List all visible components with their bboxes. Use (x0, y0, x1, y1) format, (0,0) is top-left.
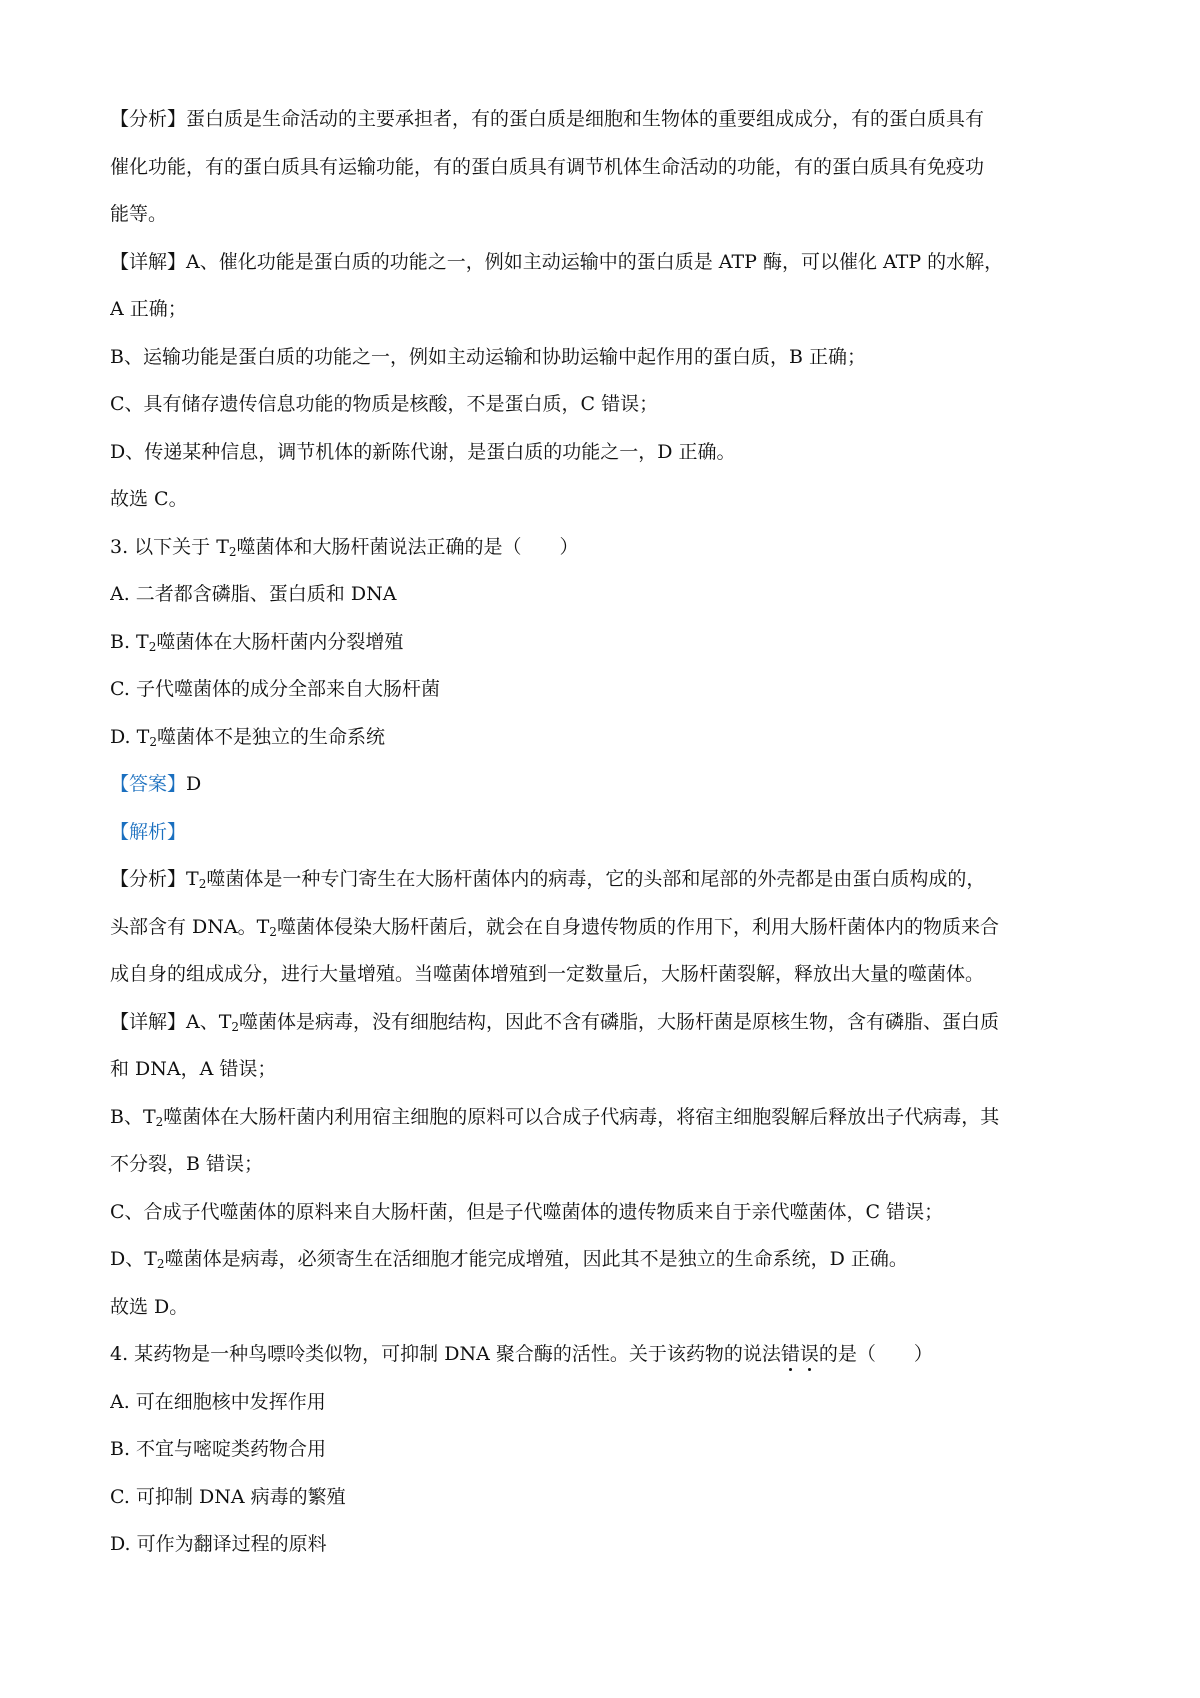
q4-stem-prefix: 4. 某药物是一种鸟嘌呤类似物，可抑制 DNA 聚合酶的活性。关于该药物的说法 (110, 1343, 781, 1365)
q3-detail-b-suffix: 噬菌体在大肠杆菌内利用宿主细胞的原料可以合成子代病毒，将宿主细胞裂解后释放出子代病毒，其 (163, 1105, 1000, 1128)
q3-option-b-subscript: 2 (148, 639, 157, 654)
q3-option-b (110, 619, 1110, 667)
q3-answer (110, 761, 1110, 809)
q3-answer-value: D (186, 773, 202, 795)
q3-detail-l1-suffix: 噬菌体是病毒，没有细胞结构，因此不含有磷脂，大肠杆菌是原核生物，含有磷脂、蛋白质 (239, 1010, 1000, 1033)
q3-option-a: A. 二者都含磷脂、蛋白质和 DNA (110, 583, 397, 605)
q4-option-a: A. 可在细胞核中发挥作用 (110, 1390, 326, 1413)
q3-stem-suffix: 噬菌体和大肠杆菌说法正确的是（ ） (236, 535, 579, 558)
q3-detail-b-subscript: 2 (155, 1114, 164, 1129)
q3-analysis-l2-suffix: 噬菌体侵染大肠杆菌后，就会在自身遗传物质的作用下，利用大肠杆菌体内的物质来合 (276, 915, 999, 938)
q3-option-d (110, 714, 1110, 762)
emphasis-dot-icon (789, 1368, 792, 1371)
q3-conclusion: 故选 D。 (110, 1295, 189, 1318)
document-page (110, 96, 1110, 1569)
q3-answer-tag: 【答案】 (110, 773, 187, 795)
q4-option-d: D. 可作为翻译过程的原料 (110, 1533, 327, 1555)
q3-detail-b-line-2: 不分裂，B 错误； (110, 1153, 264, 1175)
q4-option-c: C. 可抑制 DNA 病毒的繁殖 (110, 1485, 346, 1508)
q4-emphasis-char-2-text: 误 (799, 1343, 819, 1365)
q3-option-b-prefix: B. T (110, 630, 149, 653)
q3-detail-d-suffix: 噬菌体是病毒，必须寄生在活细胞才能完成增殖，因此其不是独立的生命系统，D 正确。 (164, 1248, 908, 1270)
q2-analysis-line-2: 催化功能，有的蛋白质具有运输功能，有的蛋白质具有调节机体生命活动的功能，有的蛋白质具有免疫功 (110, 155, 985, 178)
q3-option-d-prefix: D. T (110, 725, 150, 748)
q3-detail-b-line-1 (110, 1094, 1110, 1142)
q3-detail-line-2: 和 DNA，A 错误； (110, 1058, 277, 1080)
q3-explanation-tag: 【解析】 (110, 820, 187, 843)
q3-option-c: C. 子代噬菌体的成分全部来自大肠杆菌 (110, 678, 440, 700)
q2-analysis-line-1: 【分析】蛋白质是生命活动的主要承担者，有的蛋白质是细胞和生物体的重要组成成分，有的蛋白质具有 (110, 108, 985, 130)
q3-analysis-l1-subscript: 2 (198, 877, 207, 891)
q4-option-b: B. 不宜与嘧啶类药物合用 (110, 1438, 327, 1460)
q2-detail-line-1: 【详解】A、催化功能是蛋白质的功能之一，例如主动运输中的蛋白质是 ATP 酶，可以催化 ATP 的水解， (110, 250, 1004, 273)
q4-stem-suffix: 的是（ ） (818, 1343, 933, 1365)
q3-analysis-line-3: 成自身的组成成分，进行大量增殖。当噬菌体增殖到一定数量后，大肠杆菌裂解，释放出大量的噬菌体。 (110, 963, 985, 985)
q2-detail-b: B、运输功能是蛋白质的功能之一，例如主动运输和协助运输中起作用的蛋白质，B 正确； (110, 345, 866, 368)
q3-analysis-l1-suffix: 噬菌体是一种专门寄生在大肠杆菌体内的病毒，它的头部和尾部的外壳都是由蛋白质构成的， (206, 868, 986, 890)
q4-emphasis-char-1-text: 错 (780, 1343, 800, 1365)
q3-detail-c: C、合成子代噬菌体的原料来自大肠杆菌，但是子代噬菌体的遗传物质来自于亲代噬菌体，C 错误； (110, 1200, 944, 1223)
emphasis-dot-icon (808, 1368, 811, 1371)
q3-stem-subscript: 2 (228, 544, 237, 559)
q3-analysis-line-1 (110, 856, 1110, 904)
q3-stem-prefix: 3. 以下关于 T (110, 535, 229, 558)
q3-detail-l1-prefix: 【详解】A、T (110, 1010, 232, 1033)
q3-detail-d-subscript: 2 (156, 1257, 165, 1271)
q3-option-d-subscript: 2 (149, 734, 157, 749)
q4-stem (110, 1331, 1110, 1379)
q3-option-b-suffix: 噬菌体在大肠杆菌内分裂增殖 (156, 630, 404, 653)
q3-analysis-l1-prefix: 【分析】T (110, 868, 199, 890)
q4-emphasis-char-2 (800, 1343, 819, 1365)
q3-detail-b-prefix: B、T (110, 1105, 156, 1128)
q2-detail-d: D、传递某种信息，调节机体的新陈代谢，是蛋白质的功能之一，D 正确。 (110, 440, 736, 463)
q3-stem (110, 524, 1110, 572)
q3-detail-line-1 (110, 999, 1110, 1047)
q3-analysis-l2-prefix: 头部含有 DNA。T (110, 915, 270, 938)
q2-detail-line-2: A 正确； (110, 298, 187, 320)
q3-option-d-suffix: 噬菌体不是独立的生命系统 (156, 725, 385, 748)
q4-emphasis-char-1 (781, 1343, 800, 1365)
q3-detail-d-prefix: D、T (110, 1248, 157, 1270)
q3-analysis-line-2 (110, 904, 1110, 952)
q2-detail-c: C、具有储存遗传信息功能的物质是核酸，不是蛋白质，C 错误； (110, 393, 659, 415)
q3-detail-d (110, 1236, 1110, 1284)
q2-conclusion: 故选 C。 (110, 488, 188, 510)
q2-analysis-line-3: 能等。 (110, 203, 168, 225)
q3-detail-l1-subscript: 2 (231, 1019, 240, 1034)
q3-analysis-l2-subscript: 2 (269, 924, 277, 939)
